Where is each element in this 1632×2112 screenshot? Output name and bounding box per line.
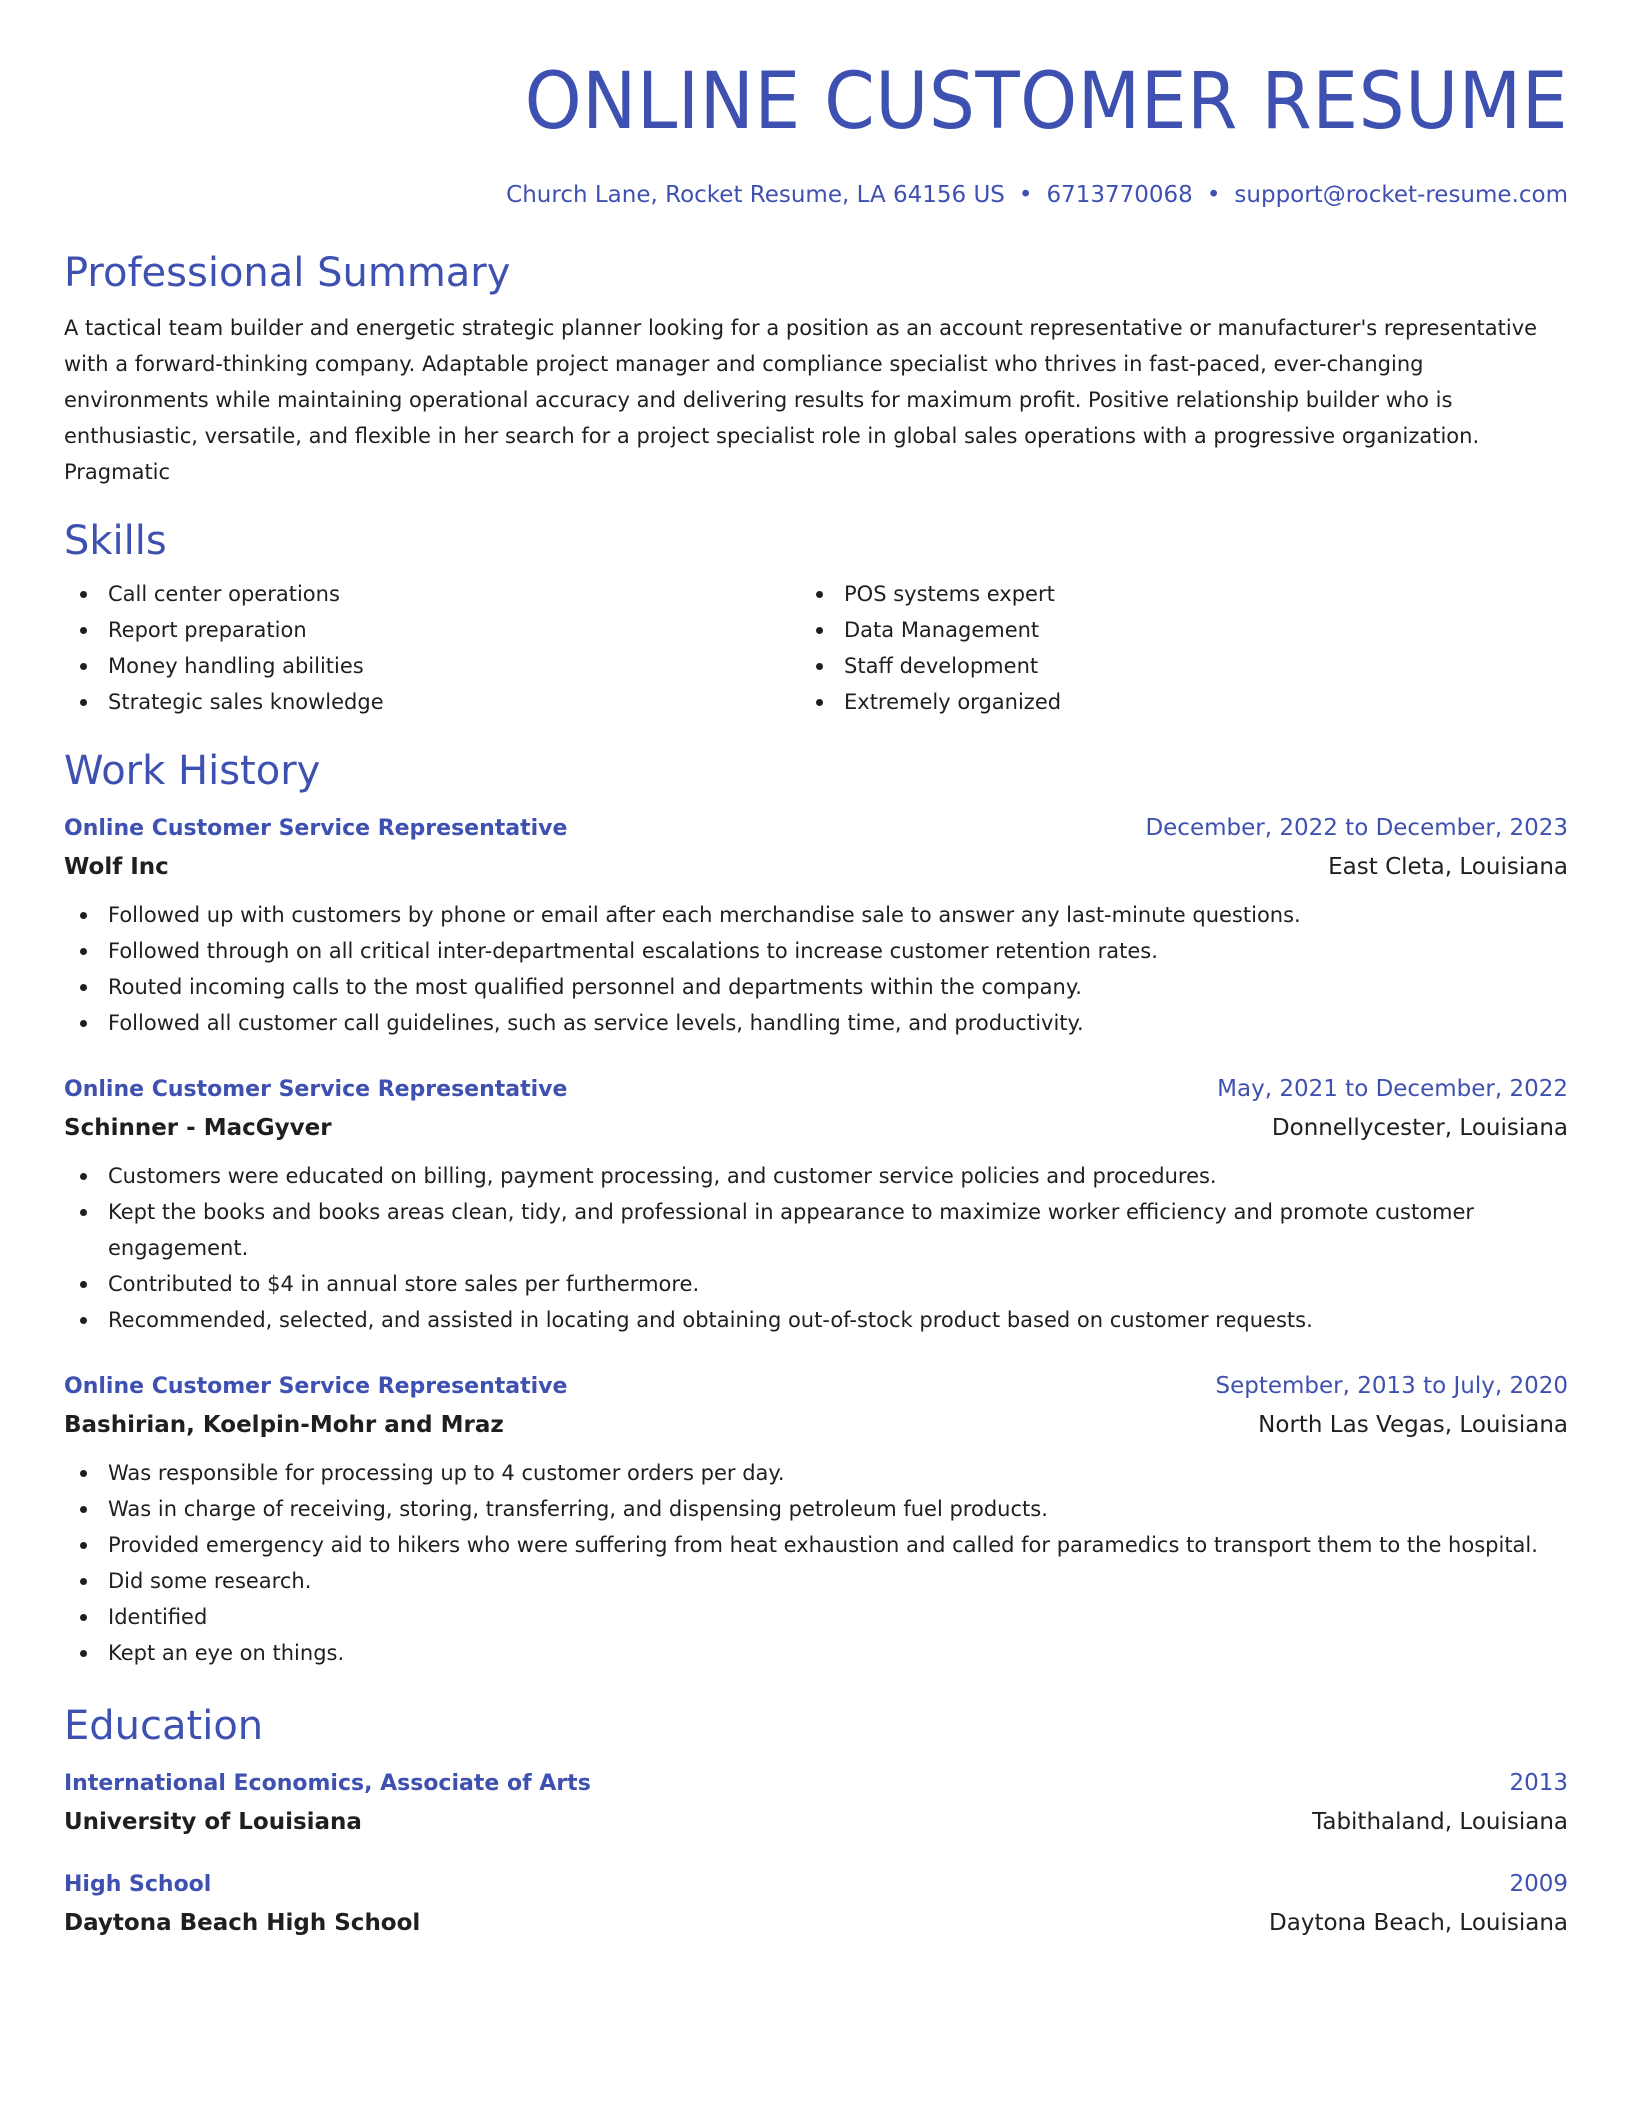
skills-section: [64, 516, 1568, 720]
contact-separator: •: [1206, 182, 1221, 208]
skill-item: Staff development: [800, 648, 1536, 684]
education-year: 2013: [1509, 1770, 1568, 1796]
job-bullet: Followed through on all critical inter-departmental escalations to increase customer retention rates.: [64, 933, 1568, 969]
skills-columns: [64, 576, 1568, 720]
skill-item: POS systems expert: [800, 576, 1536, 612]
job-header-row: [64, 810, 1568, 847]
education-school-row: [64, 1903, 1568, 1943]
job-title: Online Customer Service Representative: [64, 816, 568, 841]
job-dates: December, 2022 to December, 2023: [1145, 815, 1568, 841]
job-title: Online Customer Service Representative: [64, 1077, 568, 1102]
education-section: [64, 1701, 1568, 1943]
skills-heading: Skills: [64, 518, 167, 564]
education-school: University of Louisiana: [64, 1809, 362, 1835]
job-company: Bashirian, Koelpin-Mohr and Mraz: [64, 1412, 504, 1438]
job-bullets: [64, 1158, 1568, 1338]
work-history-section: [64, 746, 1568, 1671]
skills-list-right: [800, 576, 1536, 720]
education-heading: Education: [64, 1703, 264, 1749]
skill-item: Extremely organized: [800, 684, 1536, 720]
education-location: Tabithaland, Louisiana: [1312, 1809, 1568, 1835]
skill-item: Call center operations: [64, 576, 800, 612]
job-bullet: Provided emergency aid to hikers who were suffering from heat exhaustion and called for paramedics to transport them to the hospital.: [64, 1527, 1568, 1563]
education-location: Daytona Beach, Louisiana: [1269, 1910, 1568, 1936]
job-bullet: Kept an eye on things.: [64, 1635, 1568, 1671]
job-title: Online Customer Service Representative: [64, 1374, 568, 1399]
job-bullet: Followed all customer call guidelines, such as service levels, handling time, and productivity.: [64, 1005, 1568, 1041]
job-location: North Las Vegas, Louisiana: [1258, 1412, 1568, 1438]
job-bullet: Identified: [64, 1599, 1568, 1635]
job-bullet: Routed incoming calls to the most qualified personnel and departments within the company.: [64, 969, 1568, 1005]
job-bullet: Did some research.: [64, 1563, 1568, 1599]
job-entry: [64, 1071, 1568, 1338]
job-entry: [64, 1368, 1568, 1671]
job-location: Donnellycester, Louisiana: [1271, 1115, 1568, 1141]
candidate-name: ONLINE CUSTOMER RESUME: [524, 57, 1568, 147]
job-bullets: [64, 897, 1568, 1041]
job-company: Wolf Inc: [64, 854, 169, 880]
skills-list-left: [64, 576, 800, 720]
summary-heading: Professional Summary: [64, 250, 511, 296]
contact-separator: •: [1018, 182, 1033, 208]
job-bullet: Customers were educated on billing, payment processing, and customer service policies and procedures.: [64, 1158, 1568, 1194]
job-company-row: [64, 1405, 1568, 1445]
contact-phone: 6713770068: [1046, 182, 1193, 208]
job-bullet: Kept the books and books areas clean, tidy, and professional in appearance to maximize worker efficiency and promote customer engagement.: [64, 1194, 1568, 1266]
job-bullet: Contributed to $4 in annual store sales per furthermore.: [64, 1266, 1568, 1302]
education-year: 2009: [1509, 1871, 1568, 1897]
skill-item: Money handling abilities: [64, 648, 800, 684]
job-bullets: [64, 1455, 1568, 1671]
summary-section: [64, 248, 1568, 490]
job-company-row: [64, 847, 1568, 887]
skill-item: Report preparation: [64, 612, 800, 648]
work-history-heading: Work History: [64, 748, 321, 794]
job-dates: September, 2013 to July, 2020: [1215, 1373, 1568, 1399]
job-location: East Cleta, Louisiana: [1328, 854, 1568, 880]
education-entry: [64, 1765, 1568, 1842]
contact-address: Church Lane, Rocket Resume, LA 64156 US: [506, 182, 1005, 208]
job-entry: [64, 810, 1568, 1041]
education-header-row: [64, 1765, 1568, 1802]
resume-header: [64, 0, 1568, 210]
education-school: Daytona Beach High School: [64, 1910, 421, 1936]
education-degree: International Economics, Associate of Arts: [64, 1771, 591, 1796]
job-bullet: Recommended, selected, and assisted in locating and obtaining out-of-stock product based on customer requests.: [64, 1302, 1568, 1338]
job-dates: May, 2021 to December, 2022: [1217, 1076, 1568, 1102]
summary-text: A tactical team builder and energetic strategic planner looking for a position as an account representative or manufacturer's representative with a forward-thinking company. Adaptable project manager and compliance specialist who thrives in fast-paced, ever-changing environments while maintaining operational accuracy and delivering results for maximum profit. Positive relationship builder who is enthusiastic, versatile, and flexible in her search for a project specialist role in global sales operations with a progressive organization. Pragmatic: [64, 316, 1538, 484]
contact-line: [64, 180, 1568, 210]
skill-item: Strategic sales knowledge: [64, 684, 800, 720]
job-bullet: Was responsible for processing up to 4 customer orders per day.: [64, 1455, 1568, 1491]
education-school-row: [64, 1802, 1568, 1842]
job-company-row: [64, 1108, 1568, 1148]
education-degree: High School: [64, 1872, 212, 1897]
job-header-row: [64, 1368, 1568, 1405]
education-header-row: [64, 1866, 1568, 1903]
job-header-row: [64, 1071, 1568, 1108]
skill-item: Data Management: [800, 612, 1536, 648]
contact-email: support@rocket-resume.com: [1234, 182, 1568, 208]
education-entry: [64, 1866, 1568, 1943]
job-company: Schinner - MacGyver: [64, 1115, 332, 1141]
job-bullet: Was in charge of receiving, storing, transferring, and dispensing petroleum fuel products.: [64, 1491, 1568, 1527]
job-bullet: Followed up with customers by phone or email after each merchandise sale to answer any last-minute questions.: [64, 897, 1568, 933]
